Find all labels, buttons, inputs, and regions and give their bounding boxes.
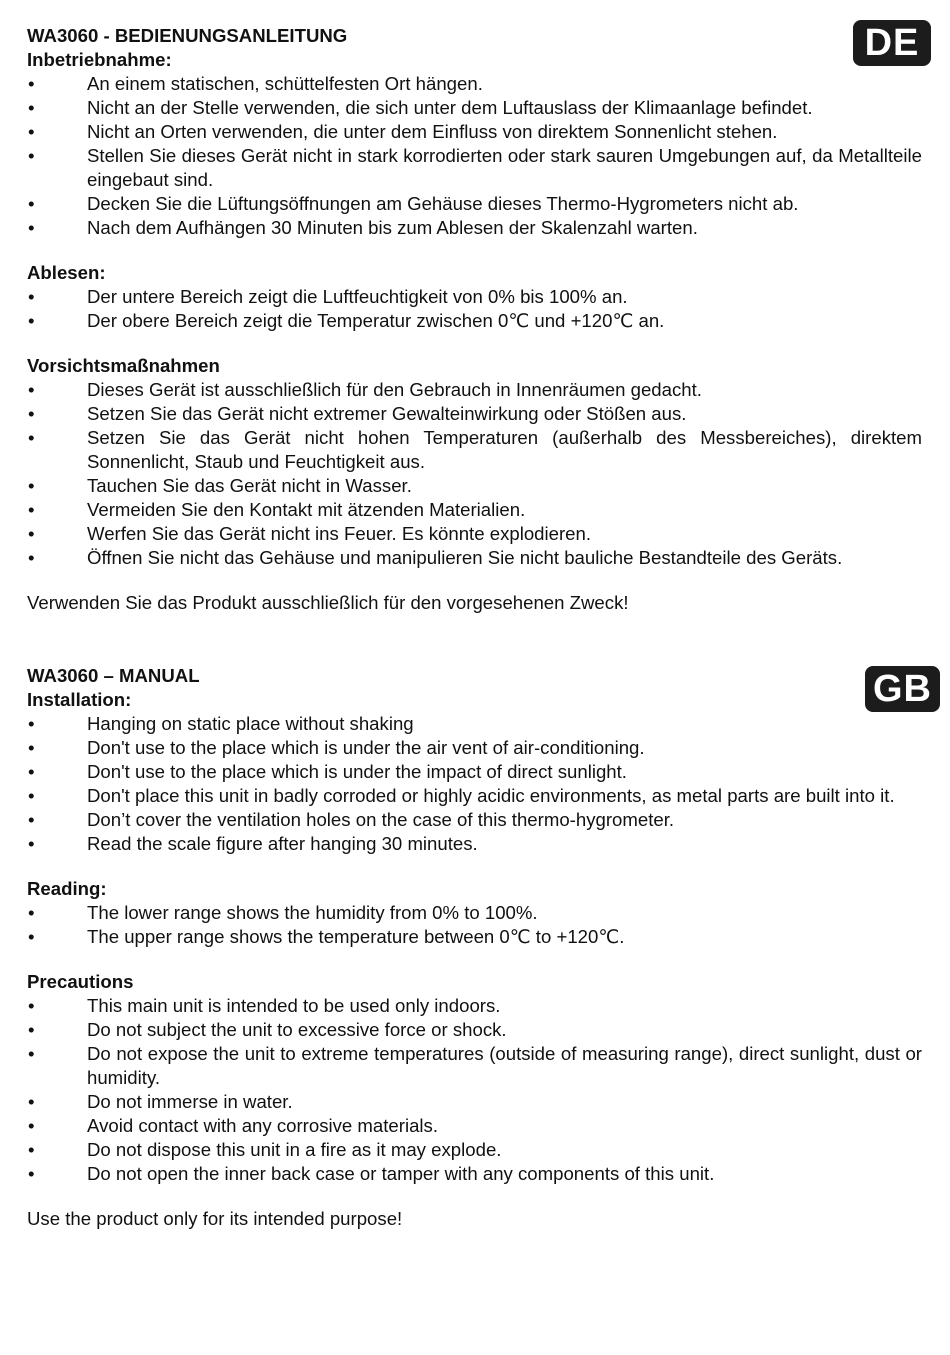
bullet-icon: • — [28, 761, 35, 782]
list-item-text: Vermeiden Sie den Kontakt mit ätzenden Materialien. — [87, 499, 526, 520]
precautions-list-gb — [27, 994, 922, 1186]
bullet-icon: • — [28, 1043, 35, 1064]
bullet-icon: • — [28, 995, 35, 1016]
precautions-heading-de: Vorsichtsmaßnahmen — [27, 355, 220, 376]
bullet-icon: • — [28, 1091, 35, 1112]
list-item-text: Avoid contact with any corrosive materials. — [87, 1115, 439, 1136]
manual-title-gb: WA3060 – MANUAL — [27, 665, 200, 686]
list-item — [27, 1138, 922, 1162]
bullet-icon: • — [28, 310, 35, 331]
installation-heading-de: Inbetriebnahme: — [27, 49, 172, 70]
bullet-icon: • — [28, 97, 35, 118]
list-item — [27, 546, 922, 570]
list-item-text: Do not dispose this unit in a fire as it may explode. — [87, 1139, 502, 1160]
list-item — [27, 120, 922, 144]
bullet-icon: • — [28, 833, 35, 854]
bullet-icon: • — [28, 809, 35, 830]
list-item-text: Do not immerse in water. — [87, 1091, 293, 1112]
closing-note-gb: Use the product only for its intended purpose! — [27, 1208, 403, 1229]
list-item-text: This main unit is intended to be used only indoors. — [87, 995, 501, 1016]
list-item-text: Nach dem Aufhängen 30 Minuten bis zum Ablesen der Skalenzahl warten. — [87, 217, 698, 238]
language-badge-de: DE — [853, 20, 931, 66]
list-item-text: Do not expose the unit to extreme temperatures (outside of measuring range), direct sunlight, dust or humidity. — [87, 1043, 922, 1088]
list-item-text: Don’t cover the ventilation holes on the case of this thermo-hygrometer. — [87, 809, 675, 830]
bullet-icon: • — [28, 475, 35, 496]
list-item-text: Setzen Sie das Gerät nicht extremer Gewalteinwirkung oder Stößen aus. — [87, 403, 687, 424]
list-item — [27, 72, 922, 96]
precautions-heading-gb: Precautions — [27, 971, 134, 992]
list-item — [27, 784, 922, 808]
list-item-text: Don't place this unit in badly corroded or highly acidic environments, as metal parts are built into it. — [87, 785, 895, 806]
language-badge-gb: GB — [865, 666, 940, 712]
list-item — [27, 1114, 922, 1138]
list-item — [27, 96, 922, 120]
list-item — [27, 426, 922, 474]
bullet-icon: • — [28, 73, 35, 94]
bullet-icon: • — [28, 713, 35, 734]
list-item — [27, 498, 922, 522]
list-item — [27, 474, 922, 498]
installation-list-de — [27, 72, 922, 240]
list-item-text: Setzen Sie das Gerät nicht hohen Temperaturen (außerhalb des Messbereiches), direktem Sonnenlicht, Staub und Feuchtigkeit aus. — [87, 427, 922, 472]
bullet-icon: • — [28, 403, 35, 424]
list-item-text: Tauchen Sie das Gerät nicht in Wasser. — [87, 475, 412, 496]
list-item-text: Hanging on static place without shaking — [87, 713, 414, 734]
section-english — [27, 664, 922, 1231]
reading-list-de — [27, 285, 922, 333]
bullet-icon: • — [28, 902, 35, 923]
list-item-text: Do not open the inner back case or tamper with any components of this unit. — [87, 1163, 715, 1184]
bullet-icon: • — [28, 547, 35, 568]
list-item — [27, 216, 922, 240]
list-item-text: Do not subject the unit to excessive force or shock. — [87, 1019, 507, 1040]
installation-heading-gb: Installation: — [27, 689, 132, 710]
list-item — [27, 1090, 922, 1114]
bullet-icon: • — [28, 1139, 35, 1160]
list-item-text: Read the scale figure after hanging 30 minutes. — [87, 833, 478, 854]
list-item-text: The upper range shows the temperature between 0℃ to +120℃. — [87, 926, 625, 947]
list-item-text: Der obere Bereich zeigt die Temperatur zwischen 0℃ und +120℃ an. — [87, 310, 665, 331]
list-item-text: Don't use to the place which is under the air vent of air-conditioning. — [87, 737, 645, 758]
reading-list-gb — [27, 901, 922, 949]
list-item — [27, 1018, 922, 1042]
list-item — [27, 832, 922, 856]
reading-heading-gb: Reading: — [27, 878, 107, 899]
list-item-text: Stellen Sie dieses Gerät nicht in stark korrodierten oder stark sauren Umgebungen auf, da Metallteile eingebaut sind. — [87, 145, 922, 190]
list-item — [27, 760, 922, 784]
bullet-icon: • — [28, 286, 35, 307]
bullet-icon: • — [28, 145, 35, 166]
list-item — [27, 285, 922, 309]
list-item — [27, 736, 922, 760]
installation-list-gb — [27, 712, 922, 856]
bullet-icon: • — [28, 427, 35, 448]
list-item-text: An einem statischen, schüttelfesten Ort hängen. — [87, 73, 483, 94]
list-item-text: Don't use to the place which is under the impact of direct sunlight. — [87, 761, 627, 782]
bullet-icon: • — [28, 193, 35, 214]
list-item — [27, 402, 922, 426]
bullet-icon: • — [28, 217, 35, 238]
list-item-text: Der untere Bereich zeigt die Luftfeuchtigkeit von 0% bis 100% an. — [87, 286, 628, 307]
manual-title-de: WA3060 - BEDIENUNGSANLEITUNG — [27, 25, 348, 46]
list-item-text: Werfen Sie das Gerät nicht ins Feuer. Es könnte explodieren. — [87, 523, 592, 544]
bullet-icon: • — [28, 379, 35, 400]
list-item — [27, 144, 922, 192]
list-item-text: Decken Sie die Lüftungsöffnungen am Gehäuse dieses Thermo-Hygrometers nicht ab. — [87, 193, 799, 214]
bullet-icon: • — [28, 121, 35, 142]
bullet-icon: • — [28, 1115, 35, 1136]
bullet-icon: • — [28, 737, 35, 758]
section-german — [27, 24, 922, 615]
precautions-list-de — [27, 378, 922, 570]
list-item-text: Dieses Gerät ist ausschließlich für den Gebrauch in Innenräumen gedacht. — [87, 379, 702, 400]
list-item — [27, 1042, 922, 1090]
bullet-icon: • — [28, 926, 35, 947]
list-item — [27, 925, 922, 949]
bullet-icon: • — [28, 785, 35, 806]
list-item — [27, 378, 922, 402]
list-item-text: The lower range shows the humidity from 0% to 100%. — [87, 902, 538, 923]
list-item-text: Nicht an Orten verwenden, die unter dem Einfluss von direktem Sonnenlicht stehen. — [87, 121, 778, 142]
reading-heading-de: Ablesen: — [27, 262, 106, 283]
list-item — [27, 1162, 922, 1186]
bullet-icon: • — [28, 523, 35, 544]
list-item — [27, 808, 922, 832]
list-item-text: Öffnen Sie nicht das Gehäuse und manipulieren Sie nicht bauliche Bestandteile des Geräts. — [87, 547, 843, 568]
bullet-icon: • — [28, 1163, 35, 1184]
list-item — [27, 712, 922, 736]
bullet-icon: • — [28, 1019, 35, 1040]
list-item — [27, 309, 922, 333]
list-item — [27, 192, 922, 216]
list-item — [27, 522, 922, 546]
list-item — [27, 994, 922, 1018]
closing-note-de: Verwenden Sie das Produkt ausschließlich für den vorgesehenen Zweck! — [27, 592, 629, 613]
bullet-icon: • — [28, 499, 35, 520]
list-item — [27, 901, 922, 925]
list-item-text: Nicht an der Stelle verwenden, die sich unter dem Luftauslass der Klimaanlage befindet. — [87, 97, 813, 118]
